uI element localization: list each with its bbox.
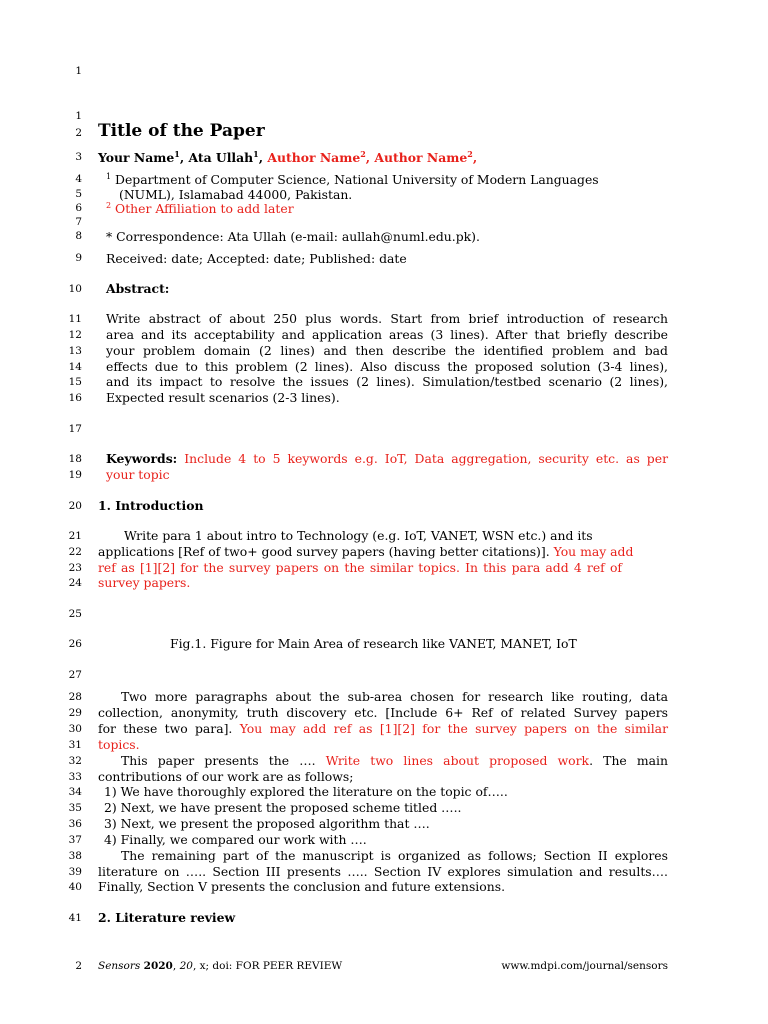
line-number: 26: [68, 638, 82, 650]
line-number: 39: [68, 866, 82, 878]
contribution-item: 1) We have thoroughly explored the literature on the topic of…..: [104, 784, 508, 799]
affiliation-1-cont: (NUML), Islamabad 44000, Pakistan.: [119, 187, 353, 202]
line-number: 11: [68, 313, 82, 325]
contribution-item: 4) Finally, we compared our work with ….: [104, 832, 367, 847]
line-number: 14: [68, 361, 82, 373]
abstract-line: and its impact to resolve the issues (2 lines). Simulation/testbed scenario (2 lines),: [106, 374, 668, 389]
author-name: Your Name: [98, 150, 175, 165]
line-number: 34: [68, 786, 82, 798]
figure-caption: Fig.1. Figure for Main Area of research like VANET, MANET, IoT: [170, 636, 577, 651]
line-number: 1: [75, 65, 82, 77]
line-number: 31: [68, 739, 82, 751]
footer-url: www.mdpi.com/journal/sensors: [501, 960, 668, 972]
keywords-label: Keywords:: [106, 451, 178, 466]
line-number: 2: [75, 960, 82, 972]
line-number: 1: [75, 110, 82, 122]
contribution-item: 2) Next, we have present the proposed scheme titled …..: [104, 800, 462, 815]
affiliation-2: $^2$ Other Affiliation to add later: [106, 200, 294, 216]
line-number: 12: [68, 329, 82, 341]
line-number: 38: [68, 850, 82, 862]
abstract-line: Expected result scenarios (2-3 lines).: [106, 390, 340, 405]
abstract-heading: Abstract:: [106, 281, 170, 296]
line-number: 37: [68, 834, 82, 846]
line-number: 15: [68, 376, 82, 388]
page-title: Title of the Paper: [98, 121, 265, 141]
line-number: 36: [68, 818, 82, 830]
line-number: 20: [68, 500, 82, 512]
section-heading: 2. Literature review: [98, 910, 236, 925]
line-number: 13: [68, 345, 82, 357]
publication-dates: Received: date; Accepted: date; Published: date: [106, 251, 407, 266]
line-number: 23: [68, 562, 82, 574]
paragraph-line: The remaining part of the manuscript is organized as follows; Section II explores: [121, 848, 668, 863]
line-number: 5: [75, 188, 82, 200]
paragraph-line: Finally, Section V presents the conclusion and future extensions.: [98, 879, 506, 894]
line-number: 21: [68, 530, 82, 542]
abstract-line: area and its acceptability and application areas (3 lines). After that briefly describe: [106, 327, 668, 342]
paragraph-line: for these two para]. You may add ref as [1][2] for the survey papers on the similar: [98, 721, 668, 736]
paragraph-line: contributions of our work are as follows;: [98, 769, 354, 784]
line-number: 30: [68, 723, 82, 735]
line-number: 8: [75, 230, 82, 242]
line-number: 9: [75, 252, 82, 264]
contribution-item: 3) Next, we present the proposed algorithm that ….: [104, 816, 430, 831]
correspondence: * Correspondence: Ata Ullah (e-mail: aullah@numl.edu.pk).: [106, 229, 480, 244]
line-number: 3: [75, 151, 82, 163]
line-number: 33: [68, 771, 82, 783]
line-number: 4: [75, 173, 82, 185]
line-number: 22: [68, 546, 82, 558]
abstract-line: Write abstract of about 250 plus words. Start from brief introduction of research: [106, 311, 668, 326]
line-number: 28: [68, 691, 82, 703]
author-name: Author Name: [267, 150, 361, 165]
line-number: 18: [68, 453, 82, 465]
paragraph-line: survey papers.: [98, 575, 191, 590]
footer-citation: Sensors 2020, 20, x; doi: FOR PEER REVIEW: [98, 960, 343, 972]
paragraph-line: literature on ….. Section III presents ….. Section IV explores simulation and results….: [98, 864, 668, 879]
section-heading: 1. Introduction: [98, 498, 204, 513]
line-number: 17: [68, 423, 82, 435]
paragraph-line: This paper presents the …. Write two lines about proposed work. The main: [121, 753, 668, 768]
line-number: 27: [68, 669, 82, 681]
line-number: 35: [68, 802, 82, 814]
line-number: 32: [68, 755, 82, 767]
paragraph-line: ref as [1][2] for the survey papers on the similar topics. In this para add 4 ref of: [98, 560, 622, 575]
line-number: 6: [75, 202, 82, 214]
keywords-cont: your topic: [106, 467, 170, 482]
paragraph-line: topics.: [98, 737, 140, 752]
line-number: 24: [68, 577, 82, 589]
paragraph-line: applications [Ref of two+ good survey papers (having better citations)]. You may add: [98, 544, 634, 559]
author-name: Ata Ullah: [188, 150, 254, 165]
line-number: 7: [75, 216, 82, 228]
affiliation-1: $^1$ Department of Computer Science, National University of Modern Languages: [106, 171, 599, 187]
abstract-line: effects due to this problem (2 lines). Also discuss the proposed solution (3-4 lines),: [106, 359, 668, 374]
line-number: 41: [68, 912, 82, 924]
line-number: 25: [68, 608, 82, 620]
line-number: 19: [68, 469, 82, 481]
paragraph-line: Write para 1 about intro to Technology (e.g. IoT, VANET, WSN etc.) and its: [124, 528, 593, 543]
line-number: 16: [68, 392, 82, 404]
author-list: Your Name$^1$, Ata Ullah$^1$, Author Name$^2$, Author Name$^2$,: [98, 148, 478, 165]
line-number: 40: [68, 881, 82, 893]
paragraph-line: collection, anonymity, truth discovery etc. [Include 6+ Ref of related Survey papers: [98, 705, 668, 720]
author-name: Author Name: [374, 150, 468, 165]
abstract-line: your problem domain (2 lines) and then describe the identified problem and bad: [106, 343, 668, 358]
paragraph-line: Two more paragraphs about the sub-area chosen for research like routing, data: [121, 689, 668, 704]
line-number: 29: [68, 707, 82, 719]
keywords: Keywords: Include 4 to 5 keywords e.g. IoT, Data aggregation, security etc. as per: [106, 451, 668, 466]
line-number: 10: [68, 283, 82, 295]
line-number: 2: [75, 127, 82, 139]
